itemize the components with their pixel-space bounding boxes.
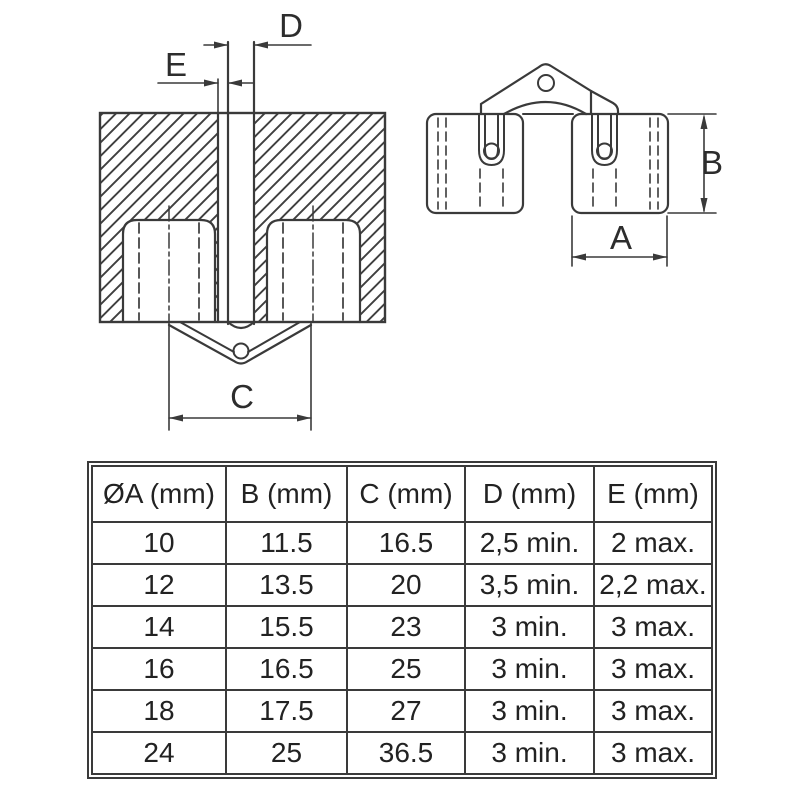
apex-hole xyxy=(538,75,554,91)
table-cell: 27 xyxy=(347,690,465,732)
table-cell: 3 min. xyxy=(465,648,594,690)
table-cell: 14 xyxy=(92,606,226,648)
table-cell: 3 max. xyxy=(594,648,712,690)
dim-label-d: D xyxy=(279,7,303,44)
table-cell: 36.5 xyxy=(347,732,465,774)
dim-label-e: E xyxy=(164,46,188,83)
column-header: B (mm) xyxy=(226,466,347,522)
table-cell: 20 xyxy=(347,564,465,606)
table-cell: 16 xyxy=(92,648,226,690)
left-pin-hole xyxy=(484,144,499,159)
table-cell: 3 min. xyxy=(465,606,594,648)
dim-label-c: C xyxy=(230,378,254,415)
table-cell: 2,5 min. xyxy=(465,522,594,564)
dimension-table xyxy=(91,465,713,775)
table-cell: 13.5 xyxy=(226,564,347,606)
dim-label-a: A xyxy=(609,219,633,256)
table-cell: 25 xyxy=(226,732,347,774)
front-view xyxy=(427,64,716,266)
table-cell: 3 max. xyxy=(594,690,712,732)
pivot-hole xyxy=(234,344,249,359)
table-cell: 3 max. xyxy=(594,606,712,648)
column-header: E (mm) xyxy=(594,466,712,522)
column-header: D (mm) xyxy=(465,466,594,522)
column-header: ØA (mm) xyxy=(92,466,226,522)
dim-label-b: B xyxy=(700,144,724,181)
table-cell: 15.5 xyxy=(226,606,347,648)
table-row xyxy=(92,690,712,732)
table-cell: 2 max. xyxy=(594,522,712,564)
left-barrel xyxy=(427,114,523,213)
table-cell: 2,2 max. xyxy=(594,564,712,606)
table-cell: 18 xyxy=(92,690,226,732)
section-view xyxy=(100,42,385,431)
table-row xyxy=(92,732,712,774)
table-cell: 3 max. xyxy=(594,732,712,774)
table-cell: 12 xyxy=(92,564,226,606)
table-cell: 25 xyxy=(347,648,465,690)
table-cell: 16.5 xyxy=(226,648,347,690)
table-cell: 3 min. xyxy=(465,732,594,774)
dimension-e xyxy=(158,79,254,113)
right-barrel xyxy=(572,114,668,213)
column-header: C (mm) xyxy=(347,466,465,522)
table-row xyxy=(92,522,712,564)
bore-centerlines xyxy=(169,206,313,322)
left-strap xyxy=(479,114,504,211)
table-cell: 16.5 xyxy=(347,522,465,564)
table-header-row xyxy=(92,466,712,522)
table-cell: 17.5 xyxy=(226,690,347,732)
table-row xyxy=(92,564,712,606)
table-cell: 11.5 xyxy=(226,522,347,564)
table-cell: 3,5 min. xyxy=(465,564,594,606)
right-strap xyxy=(592,114,617,211)
table-cell: 24 xyxy=(92,732,226,774)
right-pin-hole xyxy=(597,144,612,159)
table-cell: 3 min. xyxy=(465,690,594,732)
table-cell: 23 xyxy=(347,606,465,648)
hinge-tent xyxy=(481,64,618,114)
barrel-hidden-lines xyxy=(438,118,658,209)
table-row xyxy=(92,606,712,648)
table-cell: 10 xyxy=(92,522,226,564)
spec-table xyxy=(87,461,717,779)
table-row xyxy=(92,648,712,690)
